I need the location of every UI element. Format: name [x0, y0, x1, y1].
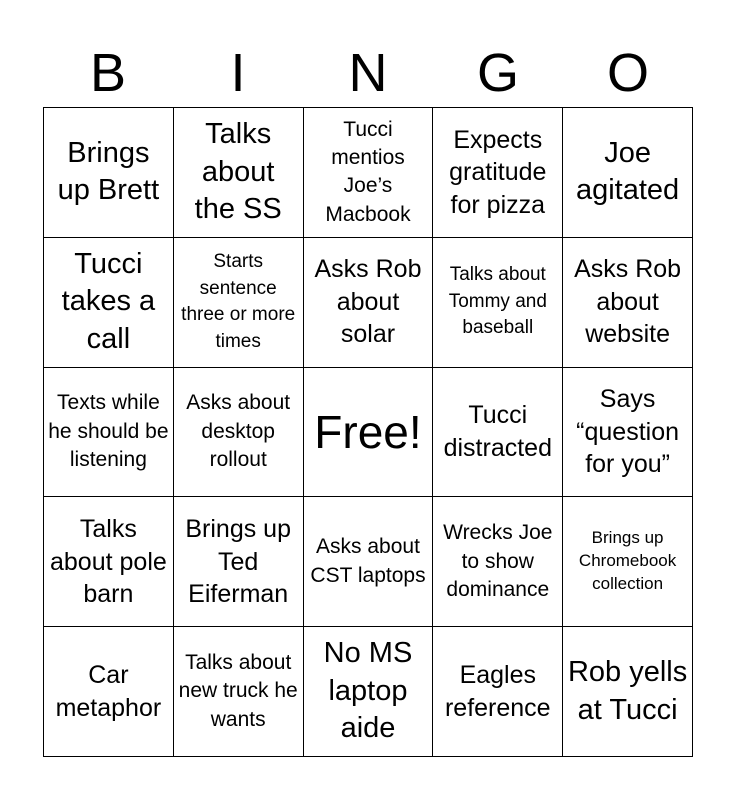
bingo-cell-text: Talks about pole barn — [50, 515, 167, 609]
bingo-cell-text: Asks about desktop rollout — [186, 391, 291, 472]
bingo-cell[interactable] — [563, 368, 693, 498]
bingo-cell-text: Joe agitated — [575, 136, 680, 207]
bingo-header — [43, 40, 693, 106]
bingo-cell-text: Texts while he should be listening — [48, 391, 169, 472]
bingo-cell-text: Wrecks Joe to show dominance — [443, 521, 553, 601]
header-letter-o: O — [606, 43, 649, 103]
bingo-cell-text: Rob yells at Tucci — [567, 655, 688, 726]
bingo-cell-text: Asks about CST laptops — [310, 535, 426, 587]
bingo-cell[interactable] — [563, 497, 693, 627]
bingo-cell-text: Car metaphor — [55, 661, 162, 722]
bingo-cell-text: Brings up Ted Eiferman — [185, 515, 291, 609]
bingo-cell[interactable] — [433, 368, 563, 498]
header-letter-g: G — [476, 43, 519, 103]
free-space-text: Free! — [314, 405, 422, 458]
free-space-cell[interactable] — [304, 368, 434, 498]
bingo-cell-text: Talks about the SS — [194, 117, 282, 226]
bingo-cell[interactable] — [174, 368, 304, 498]
bingo-cell-text: Asks Rob about website — [574, 255, 682, 349]
bingo-cell-text: Says “question for you” — [576, 385, 680, 479]
header-letter-n: N — [348, 43, 388, 103]
bingo-cell-text: Tucci mentios Joe’s Macbook — [325, 117, 411, 226]
bingo-cell-text: Asks Rob about solar — [314, 255, 422, 349]
bingo-cell[interactable] — [433, 238, 563, 368]
bingo-cell[interactable] — [433, 108, 563, 238]
bingo-cell[interactable] — [563, 627, 693, 757]
header-letter-i: I — [230, 43, 246, 103]
bingo-cell[interactable] — [433, 497, 563, 627]
bingo-grid — [43, 107, 693, 757]
bingo-cell-text: Expects gratitude for pizza — [449, 125, 547, 219]
bingo-cell-text: Starts sentence three or more times — [181, 251, 296, 352]
bingo-cell[interactable] — [44, 627, 174, 757]
bingo-cell[interactable] — [44, 368, 174, 498]
bingo-cell[interactable] — [563, 238, 693, 368]
bingo-cell-text: Talks about Tommy and baseball — [448, 264, 547, 339]
bingo-cell-text: Tucci distracted — [443, 401, 552, 462]
bingo-cell[interactable] — [44, 497, 174, 627]
bingo-cell[interactable] — [44, 108, 174, 238]
bingo-cell[interactable] — [174, 497, 304, 627]
bingo-cell-text: Tucci takes a call — [61, 247, 156, 356]
bingo-cell-text: Talks about new truck he wants — [178, 651, 298, 731]
bingo-cell[interactable] — [304, 238, 434, 368]
header-letter-b: B — [89, 43, 127, 103]
bingo-cell[interactable] — [304, 627, 434, 757]
bingo-cell[interactable] — [304, 108, 434, 238]
bingo-cell-text: Eagles reference — [444, 661, 551, 722]
bingo-cell[interactable] — [174, 108, 304, 238]
bingo-cell[interactable] — [174, 627, 304, 757]
bingo-cell[interactable] — [304, 497, 434, 627]
bingo-cell[interactable] — [44, 238, 174, 368]
bingo-cell[interactable] — [433, 627, 563, 757]
bingo-cell-text: Brings up Brett — [57, 136, 160, 207]
bingo-cell[interactable] — [563, 108, 693, 238]
bingo-cell-text: No MS laptop aide — [323, 637, 413, 745]
bingo-cell-text: Brings up Chromebook collection — [578, 528, 677, 594]
bingo-cell[interactable] — [174, 238, 304, 368]
